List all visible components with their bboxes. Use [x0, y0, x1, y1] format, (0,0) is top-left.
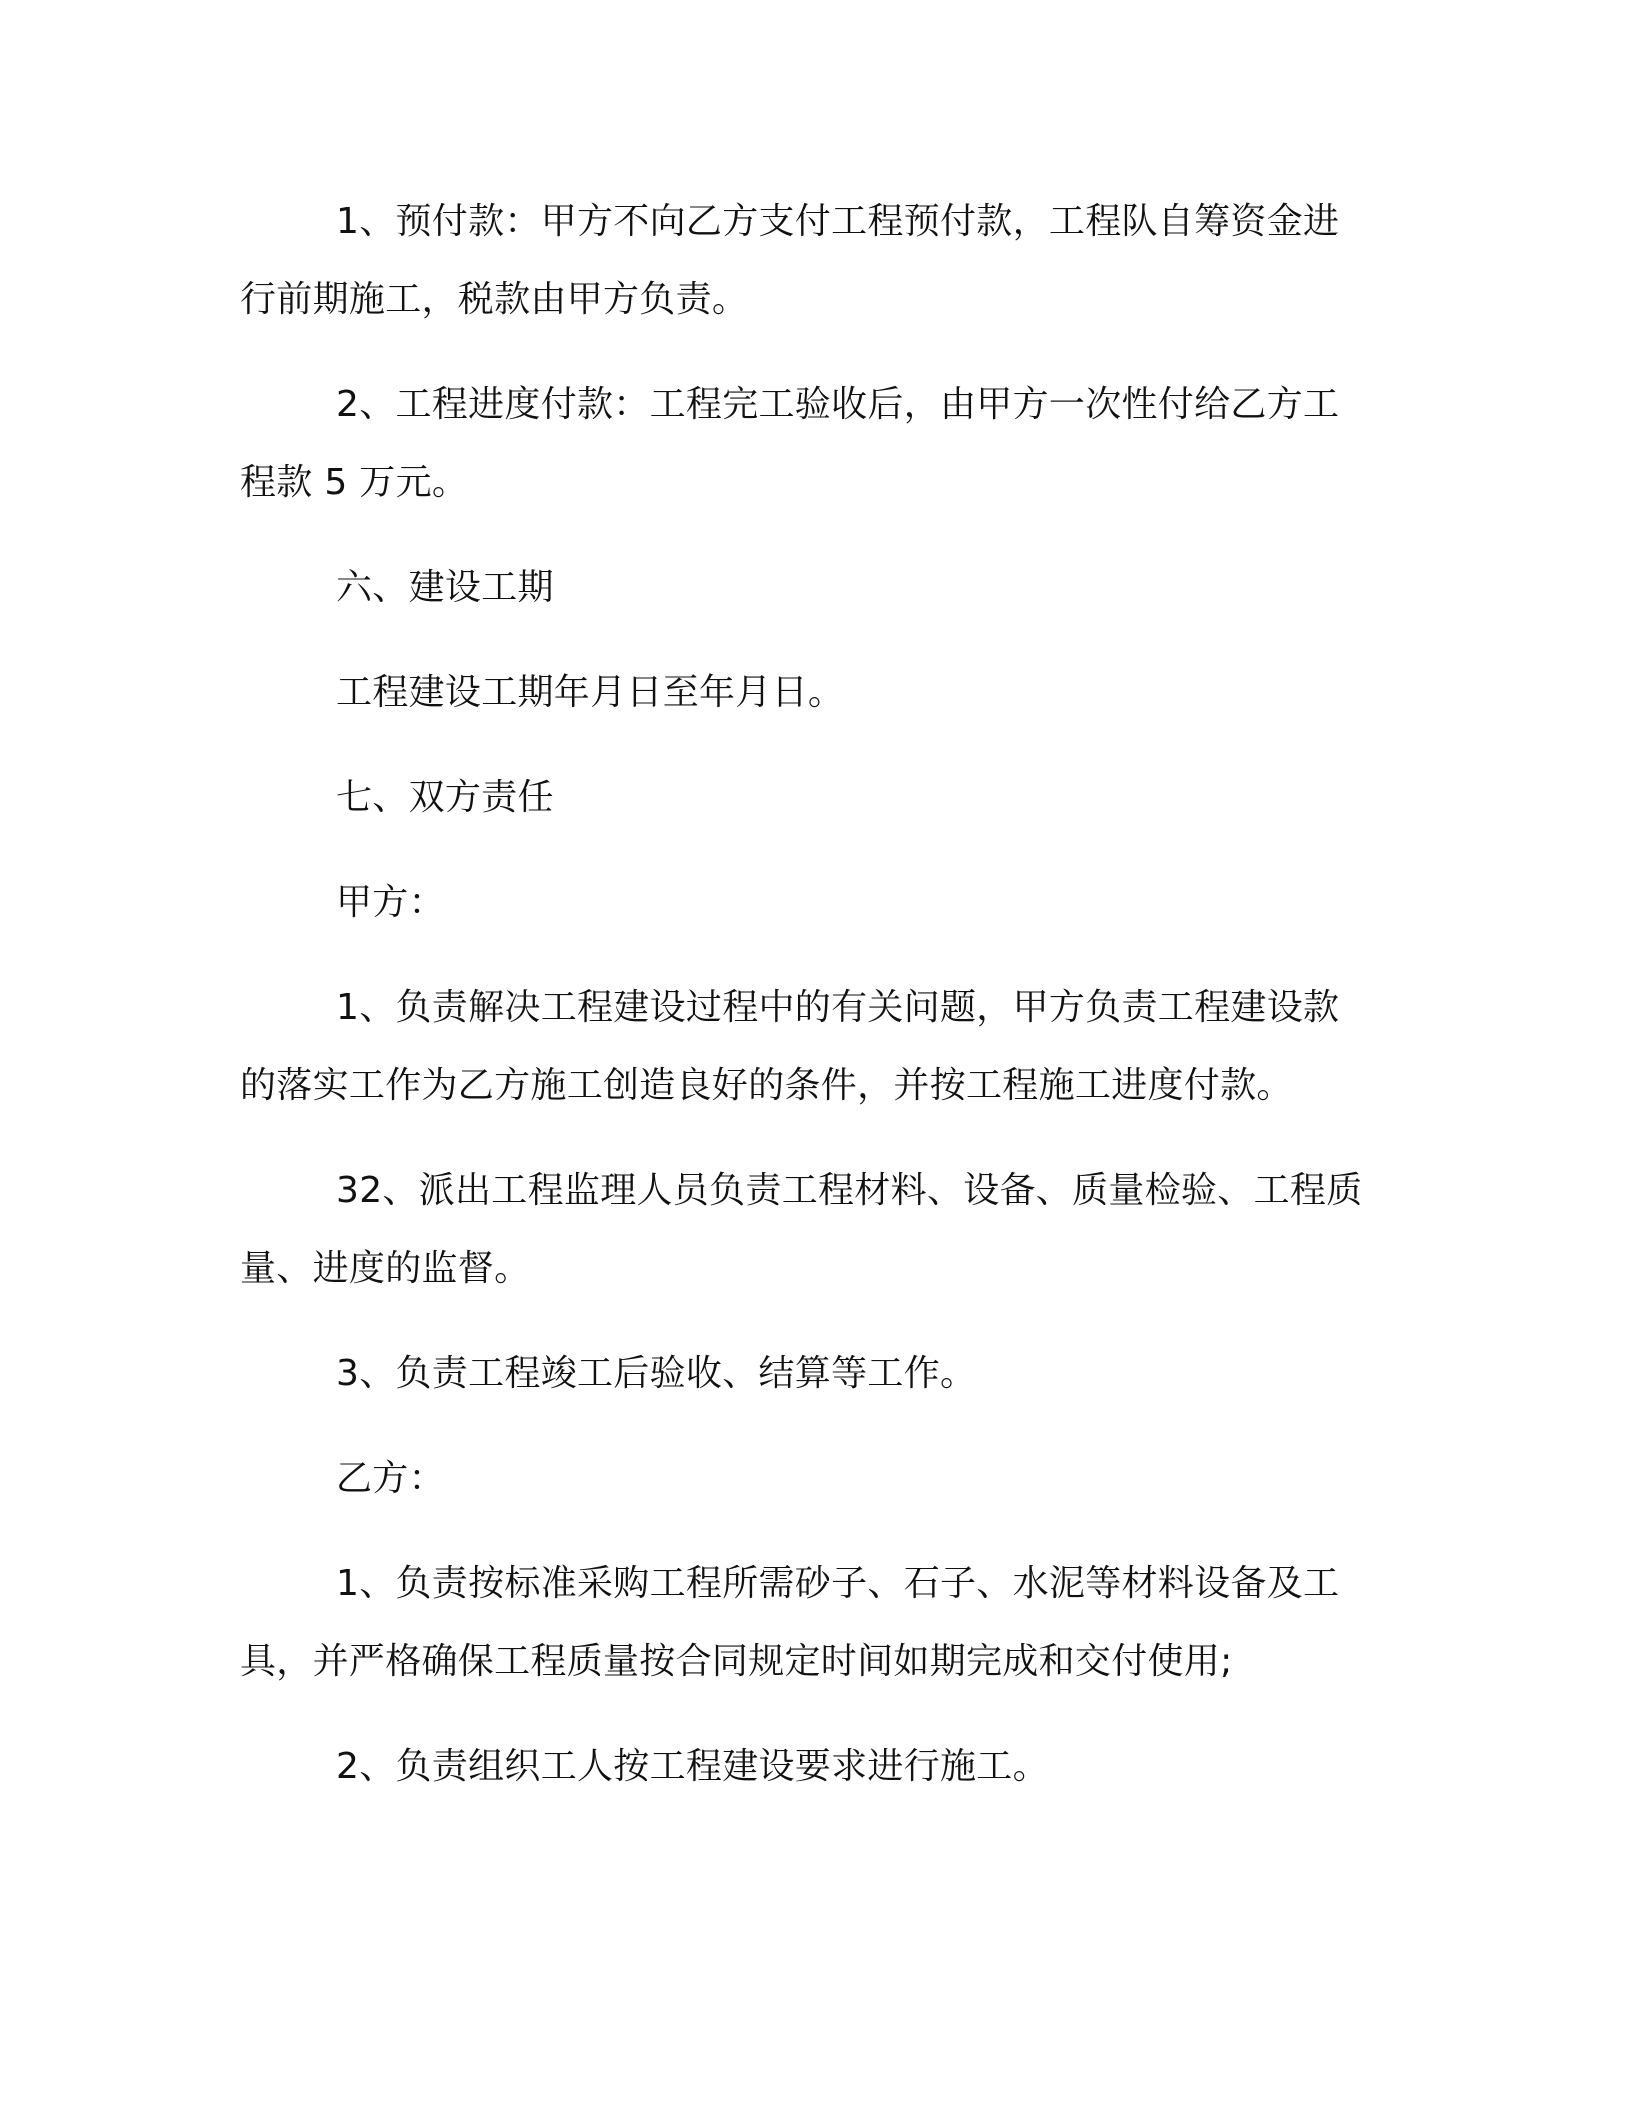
party-b-item-1: 1、负责按标准采购工程所需砂子、石子、水泥等材料设备及工具，并严格确保工程质量按合同规定时间如期完成和交付使用;: [240, 1563, 1340, 1682]
party-a-item-3: 3、负责工程竣工后验收、结算等工作。: [336, 1353, 977, 1394]
paragraph-progress-payment: 2、工程进度付款：工程完工验收后，由甲方一次性付给乙方工程款 5 万元。: [240, 384, 1340, 503]
section-heading-responsibilities: 七、双方责任: [336, 777, 554, 818]
party-a-item-2: 32、派出工程监理人员负责工程材料、设备、质量检验、工程质量、进度的监督。: [240, 1170, 1363, 1289]
section-heading-construction-period: 六、建设工期: [336, 567, 554, 608]
paragraph-advance-payment: 1、预付款：甲方不向乙方支付工程预付款，工程队自筹资金进行前期施工，税款由甲方负责。: [240, 201, 1340, 320]
party-b-item-2: 2、负责组织工人按工程建设要求进行施工。: [336, 1746, 1049, 1787]
party-a-label: 甲方：: [336, 882, 445, 923]
party-b-label: 乙方：: [336, 1458, 445, 1499]
party-a-item-1: 1、负责解决工程建设过程中的有关问题，甲方负责工程建设款的落实工作为乙方施工创造良好的条件，并按工程施工进度付款。: [240, 987, 1340, 1106]
paragraph-construction-period: 工程建设工期年月日至年月日。: [336, 672, 845, 713]
